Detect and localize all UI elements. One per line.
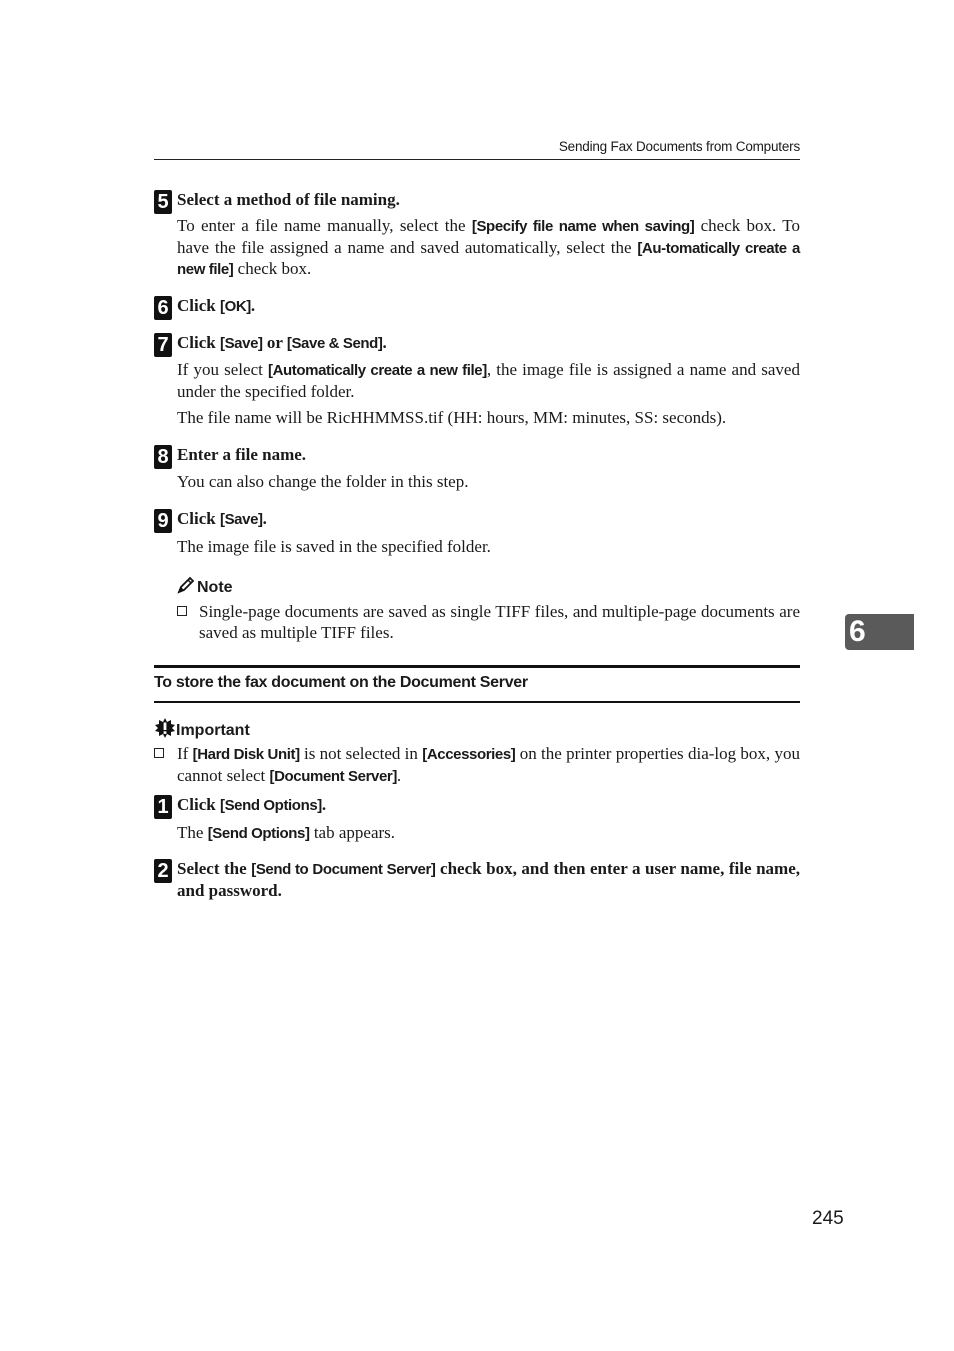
paragraph xyxy=(177,823,800,845)
section-rule-bottom xyxy=(154,701,800,703)
step-6 xyxy=(154,295,800,317)
text: . xyxy=(262,509,267,528)
step-title: Select a method of file naming. xyxy=(177,190,400,209)
text: check box. xyxy=(233,259,312,278)
step-number: 7 xyxy=(154,333,172,357)
step-number: 9 xyxy=(154,509,172,533)
page-number: 245 xyxy=(812,1208,844,1229)
text: To enter a file name manually, select the xyxy=(177,216,472,235)
step-title xyxy=(177,295,800,317)
step-number: 1 xyxy=(154,795,172,819)
checkbox-bullet-icon xyxy=(177,606,187,616)
paragraph xyxy=(177,216,800,281)
text: tab appears. xyxy=(309,823,396,842)
text: on the printer properties dia-log box, you cannot select xyxy=(177,744,800,785)
step-number: 5 xyxy=(154,190,172,214)
paragraph xyxy=(177,360,800,402)
step-5 xyxy=(154,189,800,287)
important-label: Important xyxy=(176,722,250,739)
text: is not selected in xyxy=(299,744,423,763)
text: Select the xyxy=(177,859,252,878)
text: . xyxy=(396,765,402,785)
step-2 xyxy=(154,858,800,901)
text: . xyxy=(382,333,387,352)
section-title: To store the fax document on the Document Server xyxy=(154,674,528,691)
step-title xyxy=(177,794,800,816)
ui-key-label: [Send Options] xyxy=(207,825,310,842)
chapter-tab: 6 xyxy=(845,614,914,650)
text: check box. To have the file assigned a name and saved automatically, select the xyxy=(177,216,800,257)
step-9 xyxy=(154,508,800,564)
step-number: 8 xyxy=(154,445,172,469)
ui-key-label: [Save] xyxy=(219,335,263,352)
important-item xyxy=(154,744,800,787)
important-text xyxy=(177,744,800,787)
step-body xyxy=(177,537,800,558)
important-badge-icon xyxy=(154,718,176,738)
text: Click xyxy=(177,509,220,528)
step-number: 2 xyxy=(154,859,172,883)
text: Click xyxy=(177,333,220,352)
text: . xyxy=(321,795,327,814)
text: If xyxy=(177,744,193,763)
text: or xyxy=(262,333,287,352)
step-1 xyxy=(154,794,800,851)
step-7 xyxy=(154,332,800,435)
ui-key-label: [Document Server] xyxy=(269,767,397,785)
ui-key-label: [Send to Document Server] xyxy=(251,861,436,878)
ui-key-label: [Save & Send] xyxy=(286,335,383,352)
ui-key-label: [OK] xyxy=(219,298,251,315)
ui-key-label: [Send Options] xyxy=(219,797,322,814)
paragraph: You can also change the folder in this step. xyxy=(177,472,469,491)
step-title xyxy=(177,332,800,354)
step-body xyxy=(177,823,800,845)
running-header: Sending Fax Documents from Computers xyxy=(558,139,800,154)
text: , the image file is assigned a name and saved under the specified folder. xyxy=(177,360,800,401)
pencil-icon xyxy=(177,576,197,594)
text: check box, and then enter a user name, file name, and password. xyxy=(177,859,800,900)
ui-key-label: [Specify file name when saving] xyxy=(471,218,695,235)
step-number: 6 xyxy=(154,296,172,320)
step-title xyxy=(177,858,800,901)
step-body xyxy=(177,360,800,429)
ui-key-label: [Hard Disk Unit] xyxy=(192,746,300,763)
paragraph: The image file is saved in the specified folder. xyxy=(177,537,491,556)
text: . xyxy=(250,296,256,315)
text: Click xyxy=(177,296,220,315)
step-title: Enter a file name. xyxy=(177,445,307,464)
note-label: Note xyxy=(197,579,233,596)
note-item xyxy=(177,602,800,643)
checkbox-bullet-icon xyxy=(154,748,164,758)
note-heading xyxy=(177,576,233,597)
ui-key-label: [Accessories] xyxy=(422,746,516,763)
ui-key-label: [Save] xyxy=(219,511,263,528)
header-rule xyxy=(154,159,800,160)
text: The xyxy=(177,823,208,842)
text: Click xyxy=(177,795,220,814)
section-rule-top xyxy=(154,665,800,668)
step-body xyxy=(177,216,800,281)
note-text: Single-page documents are saved as single TIFF files, and multiple-page documents are saved as multiple TIFF files. xyxy=(199,602,800,642)
text: If you select xyxy=(177,360,268,379)
important-heading xyxy=(154,718,250,740)
ui-key-label: [Automatically create a new file] xyxy=(268,362,487,379)
step-body xyxy=(177,472,800,493)
step-title xyxy=(177,508,800,530)
ui-key-label: [Au-tomatically create a new file] xyxy=(177,239,800,278)
step-8 xyxy=(154,444,800,499)
paragraph: The file name will be RicHHMMSS.tif (HH: hours, MM: minutes, SS: seconds). xyxy=(177,408,727,427)
